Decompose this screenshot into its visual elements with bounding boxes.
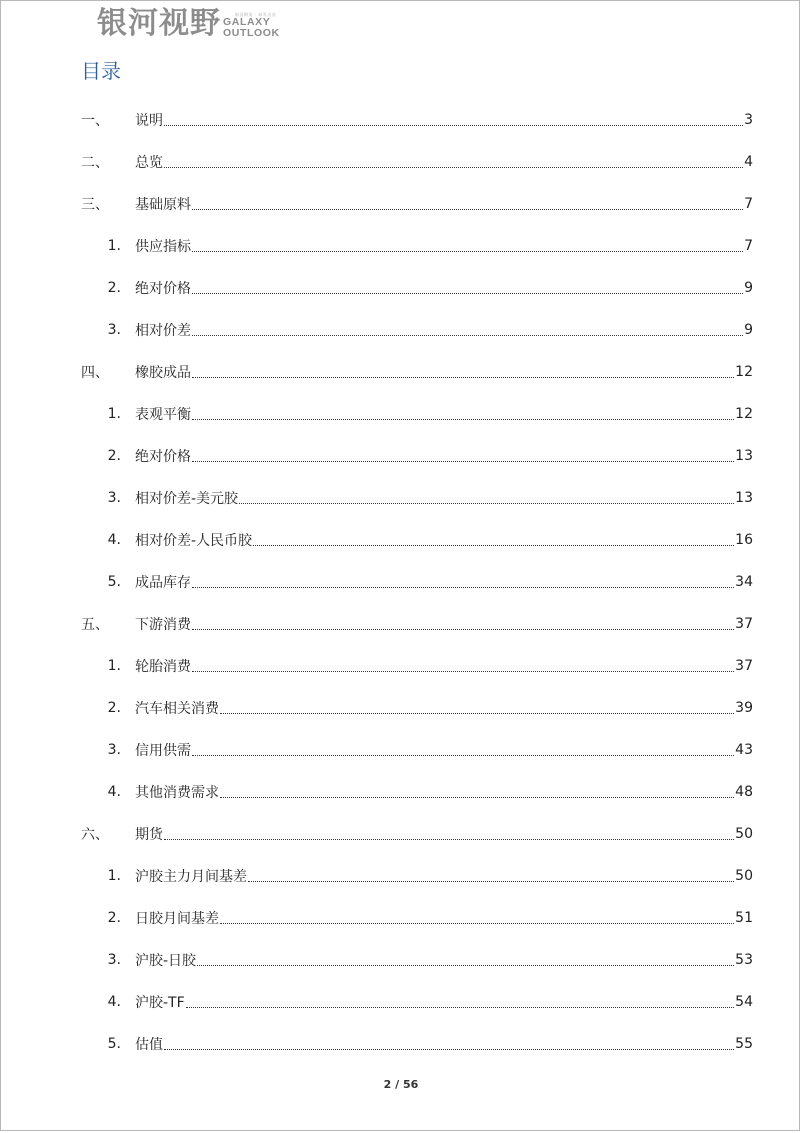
toc-entry-page: 50	[735, 868, 753, 884]
toc-entry-number: 1.	[107, 238, 121, 254]
toc-dot-leader	[192, 461, 734, 462]
toc-dot-leader	[192, 293, 743, 294]
toc-entry-label: 下游消费	[135, 617, 191, 633]
toc-entry-number: 3.	[107, 742, 121, 758]
toc-entry-number: 3.	[107, 490, 121, 506]
toc-dot-leader	[164, 839, 734, 840]
toc-entry-page: 7	[744, 196, 753, 212]
toc-entry-label: 相对价差-人民币胶	[135, 533, 253, 549]
toc-entry-page: 3	[744, 112, 753, 128]
toc-entry-page: 50	[735, 826, 753, 842]
toc-entry-label: 其他消费需求	[135, 785, 219, 801]
toc-subentry[interactable]	[81, 393, 753, 435]
toc-subentry[interactable]	[81, 687, 753, 729]
toc-subentry[interactable]	[81, 645, 753, 687]
toc-subentry[interactable]	[81, 981, 753, 1023]
toc-subentry[interactable]	[81, 771, 753, 813]
logo-chinese-text: 银河视野	[97, 6, 221, 41]
logo-tagline: 银河期货 · 研发出品	[235, 12, 277, 17]
toc-dot-leader	[220, 923, 734, 924]
toc-entry-number: 六、	[81, 827, 109, 843]
logo-english-line1: GALAXY	[223, 16, 271, 28]
toc-dot-leader	[192, 755, 734, 756]
toc-entry-number: 1.	[107, 406, 121, 422]
toc-entry-number: 1.	[107, 658, 121, 674]
toc-entry-label: 绝对价格	[135, 449, 191, 465]
toc-subentry[interactable]	[81, 855, 753, 897]
toc-entry[interactable]	[81, 99, 753, 141]
toc-entry-page: 12	[735, 364, 753, 380]
toc-entry-number: 5.	[107, 1036, 121, 1052]
toc-entry[interactable]	[81, 813, 753, 855]
toc-entry-page: 12	[735, 406, 753, 422]
toc-entry-number: 4.	[107, 532, 121, 548]
toc-entry-label: 沪胶主力月间基差	[135, 869, 247, 885]
toc-dot-leader	[192, 419, 734, 420]
toc-entry-number: 一、	[81, 113, 109, 129]
toc-entry[interactable]	[81, 141, 753, 183]
toc-dot-leader	[197, 965, 734, 966]
toc-entry-label: 相对价差-美元胶	[135, 491, 239, 507]
toc-entry-number: 3.	[107, 952, 121, 968]
toc-entry-number: 五、	[81, 617, 109, 633]
toc-entry-label: 轮胎消费	[135, 659, 191, 675]
toc-entry-page: 4	[744, 154, 753, 170]
toc-entry-label: 说明	[135, 113, 163, 129]
toc-subentry[interactable]	[81, 477, 753, 519]
toc-subentry[interactable]	[81, 225, 753, 267]
toc-entry-label: 基础原料	[135, 197, 191, 213]
toc-dot-leader	[186, 1007, 735, 1008]
toc-entry-label: 估值	[135, 1037, 163, 1053]
toc-entry-page: 37	[735, 616, 753, 632]
toc-entry-label: 期货	[135, 827, 163, 843]
toc-dot-leader	[192, 209, 743, 210]
toc-entry-page: 51	[735, 910, 753, 926]
toc-entry-page: 43	[735, 742, 753, 758]
toc-subentry[interactable]	[81, 267, 753, 309]
toc-entry-page: 13	[735, 448, 753, 464]
toc-entry-page: 48	[735, 784, 753, 800]
toc-entry-number: 5.	[107, 574, 121, 590]
toc-entry-number: 2.	[107, 700, 121, 716]
toc-entry-number: 二、	[81, 155, 109, 171]
toc-entry-page: 9	[744, 322, 753, 338]
toc-entry-page: 53	[735, 952, 753, 968]
toc-entry-number: 2.	[107, 448, 121, 464]
toc-entry-label: 日胶月间基差	[135, 911, 219, 927]
toc-subentry[interactable]	[81, 519, 753, 561]
toc-entry-page: 55	[735, 1036, 753, 1052]
toc-entry-label: 成品库存	[135, 575, 191, 591]
toc-entry-page: 39	[735, 700, 753, 716]
toc-entry-label: 相对价差	[135, 323, 191, 339]
toc-entry-page: 13	[735, 490, 753, 506]
toc-dot-leader	[239, 503, 734, 504]
toc-dot-leader	[248, 881, 734, 882]
toc-list	[81, 99, 753, 1065]
logo-right-block	[223, 12, 280, 41]
toc-entry-label: 供应指标	[135, 239, 191, 255]
toc-entry-page: 37	[735, 658, 753, 674]
toc-dot-leader	[253, 545, 734, 546]
toc-entry-label: 表观平衡	[135, 407, 191, 423]
logo-english-line2: OUTLOOK	[223, 27, 280, 39]
toc-dot-leader	[192, 251, 743, 252]
toc-entry-page: 9	[744, 280, 753, 296]
toc-subentry[interactable]	[81, 435, 753, 477]
toc-entry-page: 34	[735, 574, 753, 590]
toc-entry-number: 4.	[107, 994, 121, 1010]
logo	[97, 7, 280, 41]
toc-dot-leader	[192, 671, 734, 672]
toc-entry-label: 沪胶-日胶	[135, 953, 197, 969]
toc-entry-label: 绝对价格	[135, 281, 191, 297]
toc-entry-page: 7	[744, 238, 753, 254]
toc-subentry[interactable]	[81, 897, 753, 939]
toc-subentry[interactable]	[81, 729, 753, 771]
toc-entry-number: 三、	[81, 197, 109, 213]
page-number-footer: 2 / 56	[383, 1078, 419, 1091]
toc-subentry[interactable]	[81, 561, 753, 603]
toc-entry-number: 2.	[107, 280, 121, 296]
toc-entry[interactable]	[81, 351, 753, 393]
toc-dot-leader	[164, 1049, 734, 1050]
toc-subentry[interactable]	[81, 939, 753, 981]
toc-dot-leader	[164, 167, 743, 168]
toc-entry-number: 四、	[81, 365, 109, 381]
toc-entry-page: 54	[735, 994, 753, 1010]
toc-entry-label: 信用供需	[135, 743, 191, 759]
toc-entry[interactable]	[81, 183, 753, 225]
toc-dot-leader	[192, 335, 743, 336]
toc-entry-label: 总览	[135, 155, 163, 171]
toc-title: 目录	[81, 59, 121, 83]
toc-dot-leader	[220, 797, 734, 798]
toc-entry-number: 4.	[107, 784, 121, 800]
toc-dot-leader	[192, 587, 734, 588]
toc-entry[interactable]	[81, 603, 753, 645]
toc-entry-label: 橡胶成品	[135, 365, 191, 381]
toc-subentry[interactable]	[81, 1023, 753, 1065]
toc-entry-label: 汽车相关消费	[135, 701, 219, 717]
toc-dot-leader	[192, 629, 734, 630]
toc-dot-leader	[192, 377, 734, 378]
toc-entry-number: 1.	[107, 868, 121, 884]
toc-entry-label: 沪胶-TF	[135, 995, 185, 1011]
toc-entry-number: 2.	[107, 910, 121, 926]
toc-dot-leader	[220, 713, 734, 714]
toc-subentry[interactable]	[81, 309, 753, 351]
toc-entry-page: 16	[735, 532, 753, 548]
toc-dot-leader	[164, 125, 743, 126]
toc-entry-number: 3.	[107, 322, 121, 338]
